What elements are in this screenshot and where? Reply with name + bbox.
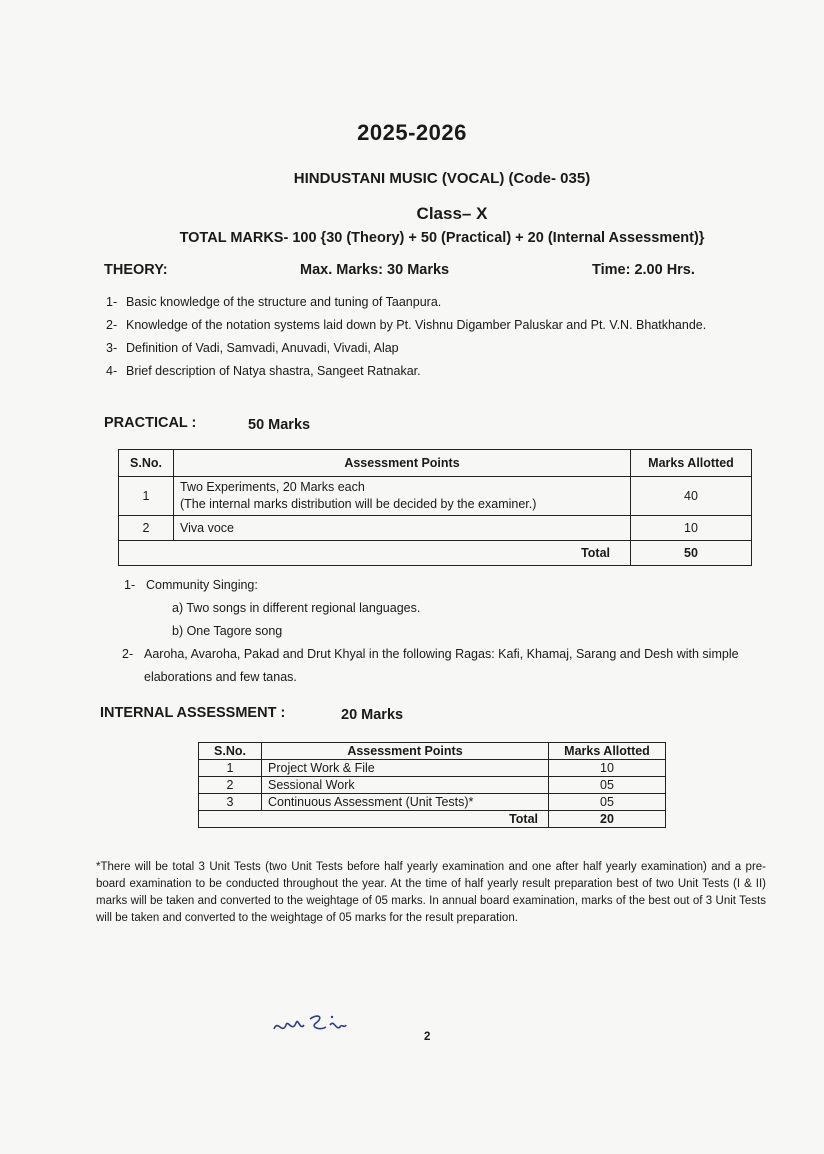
list-item bbox=[106, 292, 776, 313]
cell-point-line: Two Experiments, 20 Marks each bbox=[180, 480, 365, 494]
theory-time: Time: 2.00 Hrs. bbox=[592, 262, 695, 278]
practical-marks: 50 Marks bbox=[248, 417, 311, 433]
table-row bbox=[119, 516, 752, 541]
cell-point bbox=[174, 477, 631, 516]
cell-marks: 10 bbox=[631, 516, 752, 541]
list-number: 1- bbox=[124, 578, 136, 592]
header-sno: S.No. bbox=[199, 743, 262, 760]
table-header-row bbox=[119, 450, 752, 477]
list-text: Definition of Vadi, Samvadi, Anuvadi, Vivadi, Alap bbox=[126, 341, 399, 355]
table-total-row bbox=[199, 811, 666, 828]
table-row bbox=[119, 477, 752, 516]
header-marks-allotted: Marks Allotted bbox=[549, 743, 666, 760]
table-row bbox=[199, 760, 666, 777]
list-text: Brief description of Natya shastra, Sangeet Ratnakar. bbox=[126, 364, 421, 378]
class-heading: Class– X bbox=[416, 204, 488, 223]
table-header-row bbox=[199, 743, 666, 760]
cell-marks: 05 bbox=[549, 794, 666, 811]
internal-assessment-table bbox=[198, 742, 666, 828]
list-number: 3- bbox=[106, 341, 118, 355]
cell-point: Project Work & File bbox=[262, 760, 549, 777]
theory-list bbox=[106, 292, 776, 382]
list-number: 1- bbox=[106, 295, 118, 309]
cell-sno: 2 bbox=[199, 777, 262, 794]
header-sno: S.No. bbox=[119, 450, 174, 477]
list-number: 2- bbox=[106, 318, 118, 332]
practical-table bbox=[118, 449, 752, 566]
header-assessment-points: Assessment Points bbox=[262, 743, 549, 760]
internal-assessment-marks: 20 Marks bbox=[341, 707, 404, 723]
list-text: Basic knowledge of the structure and tuning of Taanpura. bbox=[126, 295, 442, 309]
signature-scribble bbox=[270, 1005, 350, 1041]
list-number: 2- bbox=[122, 647, 134, 661]
cell-point: Viva voce bbox=[174, 516, 631, 541]
cell-sno: 1 bbox=[119, 477, 174, 516]
table-row bbox=[199, 794, 666, 811]
total-marks-heading: TOTAL MARKS- 100 {30 (Theory) + 50 (Practical) + 20 (Internal Assessment)} bbox=[179, 230, 705, 246]
year-heading: 2025-2026 bbox=[357, 120, 467, 145]
list-number: 4- bbox=[106, 364, 118, 378]
list-item bbox=[106, 338, 776, 359]
header-marks-allotted: Marks Allotted bbox=[631, 450, 752, 477]
practical-label: PRACTICAL : bbox=[104, 415, 197, 431]
theory-max-marks: Max. Marks: 30 Marks bbox=[300, 262, 450, 278]
cell-marks: 10 bbox=[549, 760, 666, 777]
total-value: 50 bbox=[631, 541, 752, 566]
cell-point: Continuous Assessment (Unit Tests)* bbox=[262, 794, 549, 811]
total-label: Total bbox=[119, 541, 631, 566]
table-total-row bbox=[119, 541, 752, 566]
list-text: Community Singing: bbox=[146, 578, 258, 592]
cell-sno: 2 bbox=[119, 516, 174, 541]
cell-sno: 3 bbox=[199, 794, 262, 811]
list-text: Knowledge of the notation systems laid down by Pt. Vishnu Digamber Paluskar and Pt. V.N. Bhatkhande. bbox=[126, 318, 707, 332]
total-value: 20 bbox=[549, 811, 666, 828]
table-row bbox=[199, 777, 666, 794]
subject-heading: HINDUSTANI MUSIC (VOCAL) (Code- 035) bbox=[293, 170, 591, 187]
cell-marks: 40 bbox=[631, 477, 752, 516]
theory-label: THEORY: bbox=[104, 262, 168, 278]
cell-sno: 1 bbox=[199, 760, 262, 777]
list-text: Aaroha, Avaroha, Pakad and Drut Khyal in the following Ragas: Kafi, Khamaj, Sarang and Desh with simple elaborations and few tanas. bbox=[144, 647, 739, 684]
footnote: *There will be total 3 Unit Tests (two Unit Tests before half yearly examination and one after half yearly examination) and a pre-board examination to be conducted throughout the year. At the time of half yearly result preparation best of two Unit Tests (I & II) marks will be taken and converted to the weightage of 05 marks. In annual board examination, marks of the best out of 3 Unit Tests will be taken and converted to the weightage of 05 marks for the result preparation. bbox=[96, 861, 766, 924]
header-assessment-points: Assessment Points bbox=[174, 450, 631, 477]
list-item bbox=[106, 315, 776, 336]
page-number: 2 bbox=[424, 1031, 431, 1043]
cell-point: Sessional Work bbox=[262, 777, 549, 794]
list-item bbox=[106, 361, 776, 382]
list-item bbox=[124, 574, 784, 597]
signature bbox=[270, 1005, 350, 1046]
internal-assessment-label: INTERNAL ASSESSMENT : bbox=[100, 705, 286, 721]
practical-list bbox=[124, 574, 784, 689]
list-subitem: b) One Tagore song bbox=[172, 624, 283, 638]
cell-marks: 05 bbox=[549, 777, 666, 794]
list-subitem: a) Two songs in different regional languages. bbox=[172, 601, 421, 615]
list-item bbox=[122, 643, 784, 689]
cell-point-line: (The internal marks distribution will be decided by the examiner.) bbox=[180, 497, 537, 511]
total-label: Total bbox=[199, 811, 549, 828]
